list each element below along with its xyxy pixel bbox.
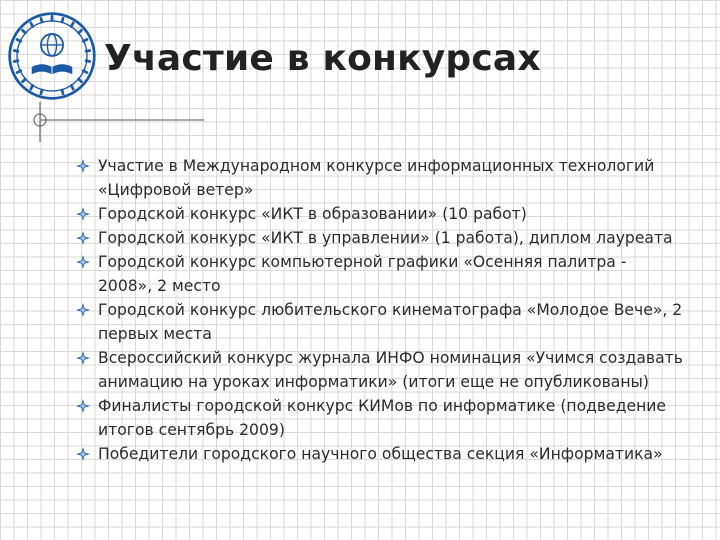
title-divider <box>18 100 208 144</box>
school-emblem-icon <box>6 10 98 102</box>
list-item <box>74 442 684 466</box>
list-item-text: Финалисты городской конкурс КИМов по информатике (подведение итогов сентябрь 2009) <box>98 397 667 439</box>
star-bullet-icon <box>76 207 90 221</box>
list-item <box>74 154 684 202</box>
list-item <box>74 346 684 394</box>
list-item-text: Городской конкурс «ИКТ в управлении» (1 работа), диплом лауреата <box>98 229 673 247</box>
list-item <box>74 202 684 226</box>
star-bullet-icon <box>76 303 90 317</box>
page-title: Участие в конкурсах <box>104 38 541 79</box>
list-item-text: Городской конкурс любительского кинематографа «Молодое Вече», 2 первых места <box>98 301 683 343</box>
star-bullet-icon <box>76 255 90 269</box>
star-bullet-icon <box>76 351 90 365</box>
star-bullet-icon <box>76 231 90 245</box>
list-item-text: Участие в Международном конкурсе информационных технологий «Цифровой ветер» <box>98 157 655 199</box>
contest-list <box>74 154 684 466</box>
list-item-text: Городской конкурс «ИКТ в образовании» (10 работ) <box>98 205 527 223</box>
list-item <box>74 298 684 346</box>
star-bullet-icon <box>76 447 90 461</box>
list-item <box>74 394 684 442</box>
list-item <box>74 250 684 298</box>
list-item-text: Всероссийский конкурс журнала ИНФО номинация «Учимся создавать анимацию на уроках информатики» (итоги еще не опубликованы) <box>98 349 683 391</box>
list-item-text: Победители городского научного общества секция «Информатика» <box>98 445 663 463</box>
star-bullet-icon <box>76 399 90 413</box>
list-item <box>74 226 684 250</box>
star-bullet-icon <box>76 159 90 173</box>
list-item-text: Городской конкурс компьютерной графики «Осенняя палитра - 2008», 2 место <box>98 253 627 295</box>
